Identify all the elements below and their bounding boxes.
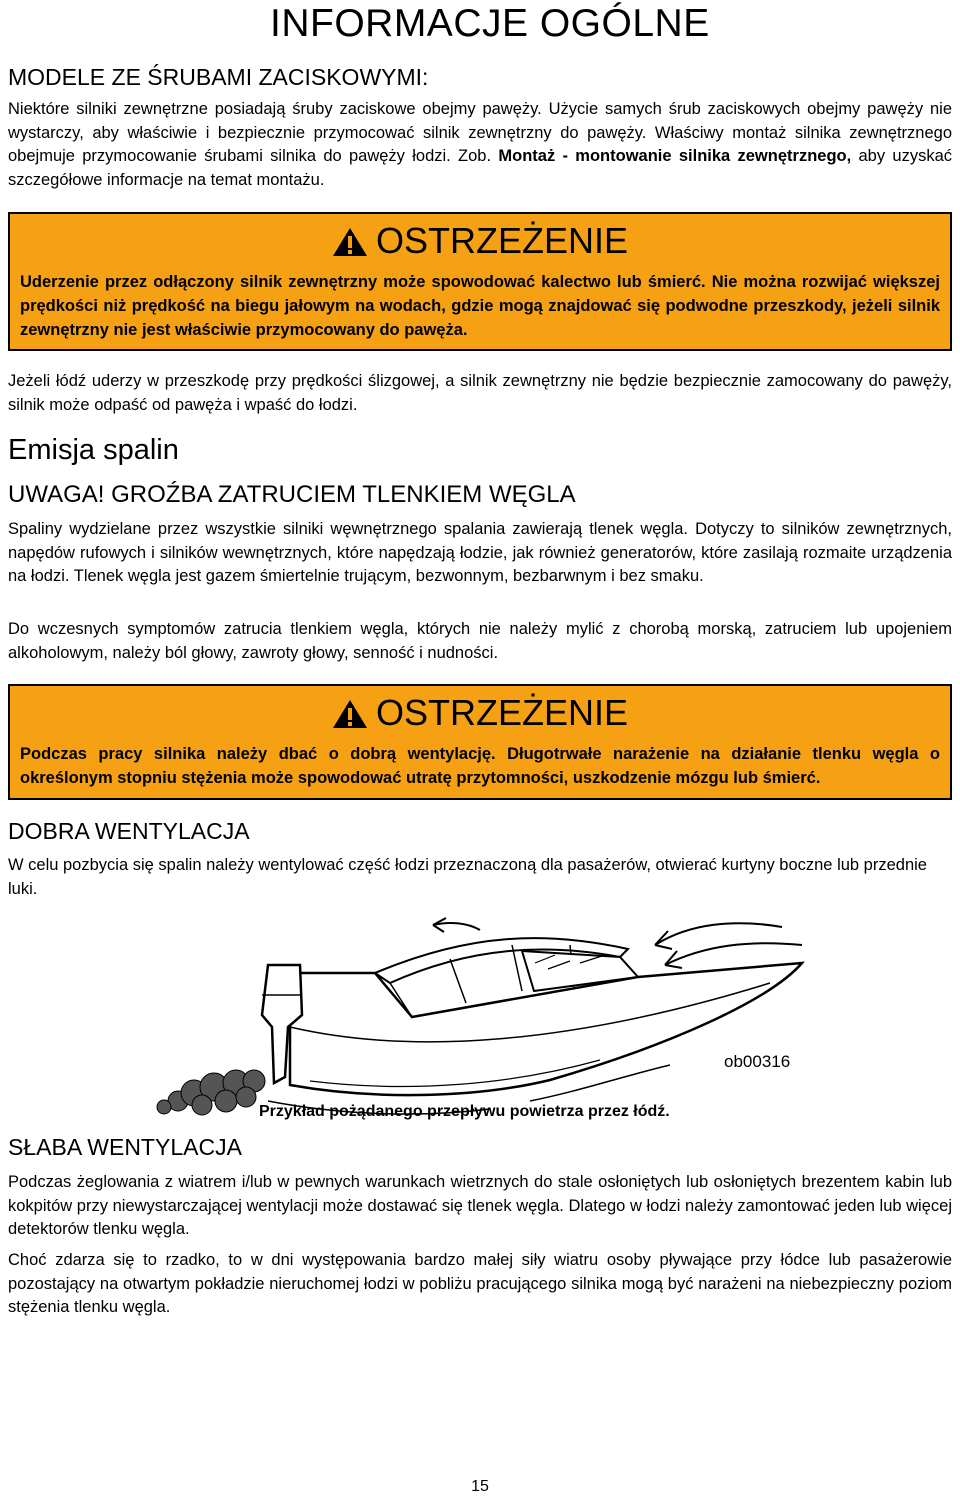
warning-title-1 [10,220,950,262]
warning-title-2 [10,692,950,734]
warning-triangle-icon [332,227,368,257]
warning-body-2: Podczas pracy silnika należy dbać o dobrą wentylację. Długotrwałe narażenie na działanie tlenku węgla o określonym stopniu stężenia może spowodować utratę przytomności, uszkodzenie mózgu lub śmierć. [20,745,940,787]
co-warning-heading: UWAGA! GROŹBA ZATRUCIEM TLENKIEM WĘGLA [8,481,576,508]
poor-ventilation-paragraph-1: Podczas żeglowania z wiatrem i/lub w pewnych warunkach wietrznych do stale osłoniętych lub osłoniętych brezentem kabin lub kokpitów przy niewystarczającej wentylacji może dostawać się tlenek węgla. Dlatego w łodzi należy zamontować jeden lub więcej detektorów tlenku węgla. [8,1173,952,1238]
warning-box-2 [8,684,952,800]
poor-ventilation-paragraph-2: Choć zdarza się to rzadko, to w dni występowania bardzo małej siły wiatru osoby pływające przy łódce lub pasażerowie pozostający na otwartym pokładzie nieruchomej łodzi w pobliżu pracującego silnika mogą być narażeni na niebezpieczny poziom stężenia tlenku węgla. [8,1251,952,1316]
impact-paragraph: Jeżeli łódź uderzy w przeszkodę przy prędkości ślizgowej, a silnik zewnętrzny nie będzie bezpiecznie zamocowany do pawęży, silnik może odpaść od pawęża i wpaść do łodzi. [8,372,952,414]
warning-triangle-icon [332,699,368,729]
warning-box-1 [8,212,952,351]
emission-paragraph-1: Spaliny wydzielane przez wszystkie silniki węwnętrznego spalania zawierają tlenek węgla. Dotyczy to silników zewnętrznych, napędów rufowych i silników wewnętrznych, które napędzają łodzie, jak również generatorów, które zasilają rozmaite urządzenia na łodzi. Tlenek węgla jest gazem śmiertelnie trującym, bezwonnym, bezbarwnym i bez smaku. [8,520,952,585]
emission-heading: Emisja spalin [8,434,179,466]
page-title: INFORMACJE OGÓLNE [270,2,710,45]
warning-body-1: Uderzenie przez odłączony silnik zewnętrzny może spowodować kalectwo lub śmierć. Nie można rozwijać większej prędkości niż prędkość na biegu jałowym na wodach, gdzie mogą znajdować się podwodne przeszkody, jeżeli silnik zewnętrzny nie jest właściwie przymocowany do pawęża. [20,273,940,339]
clamp-screws-paragraph [8,98,952,192]
good-ventilation-paragraph: W celu pozbycia się spalin należy wentylować część łodzi przeznaczoną dla pasażerów, otwierać kurtyny boczne lub przednie luki. [8,856,927,898]
poor-ventilation-heading: SŁABA WENTYLACJA [8,1134,242,1160]
boat-illustration [150,905,830,1120]
mounting-reference-link: Montaż - montowanie silnika zewnętrznego, [498,147,852,165]
warning-title-text-2: OSTRZEŻENIE [375,692,629,733]
figure-caption: Przykład pożądanego przepływu powietrza przez łódź. [259,1103,670,1120]
clamp-screws-tail: aby uzyskać szczegółowe informacje na temat montażu. [8,147,953,189]
clamp-screws-text: Niektóre silniki zewnętrzne posiadają śruby zaciskowe obejmy pawęży. Użycie samych śrub zaciskowych obejmy pawęży nie wystarczy, aby właściwie i bezpiecznie przymocować silnik zewnętrzny do pawęży. Właściwy montaż silnika zewnętrznego obejmuje przymocowanie śrubami silnika do pawęży łodzi. Zob. [8,100,952,165]
emission-paragraph-2: Do wczesnych symptomów zatrucia tlenkiem węgla, których nie należy mylić z chorobą morską, zatruciem lub upojeniem alkoholowym, należy ból głowy, zawroty głowy, senność i nudności. [8,620,952,662]
page-number: 15 [471,1478,489,1495]
section-heading-clamp-screws: MODELE ZE ŚRUBAMI ZACISKOWYMI: [8,64,429,90]
warning-title-text-1: OSTRZEŻENIE [375,220,629,261]
good-ventilation-heading: DOBRA WENTYLACJA [8,818,250,844]
figure-label: ob00316 [724,1052,791,1071]
